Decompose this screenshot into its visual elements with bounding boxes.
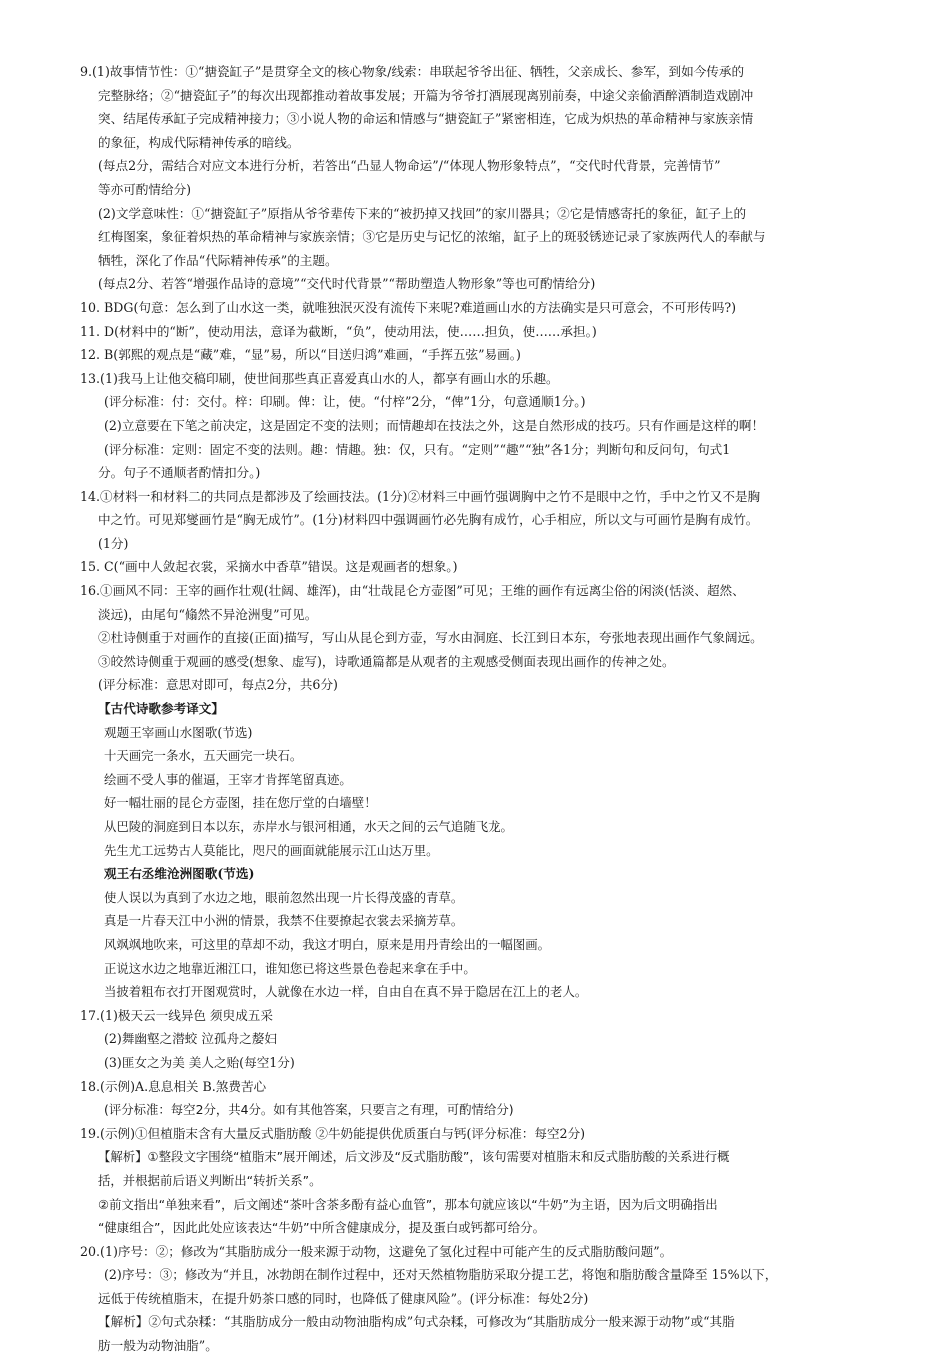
- text-line: 括，并根据前后语义判断出“转折关系”。: [98, 1172, 322, 1188]
- text-line: 观题王宰画山水图歌(节选): [104, 724, 253, 740]
- text-line: 10. BDG(句意：怎么到了山水这一类，就唯独泯灭没有流传下来呢?难道画山水的方法确实是只可意会，不可形传吗?): [80, 299, 737, 315]
- text-line: 肪一般为动物油脂”。: [98, 1338, 218, 1354]
- text-line: 【古代诗歌参考译文】: [98, 701, 224, 717]
- text-line: 20.(1)序号：②；修改为“其脂肪成分一般来源于动物，这避免了氢化过程中可能产生的反式脂肪酸问题”。: [80, 1243, 673, 1259]
- text-line: 【解析】①整段文字围绕“植脂末”展开阐述，后文涉及“反式脂肪酸”，该句需要对植脂末和反式脂肪酸的关系进行概: [98, 1149, 730, 1165]
- text-line: 正说这水边之地靠近湘江口，谁知您已将这些景色卷起来拿在手中。: [104, 960, 476, 976]
- text-line: 【解析】②句式杂糅：“其脂肪成分一般由动物油脂构成”句式杂糅，可修改为“其脂肪成分一般来源于动物”或“其脂: [98, 1314, 735, 1330]
- text-line: 的象征，构成代际精神传承的暗线。: [98, 134, 300, 150]
- text-line: 先生尤工远势古人莫能比，咫尺的画面就能展示江山达万里。: [104, 842, 439, 858]
- text-line: (评分标准：定则：固定不变的法则。趣：情趣。独：仅，只有。“定则”“趣”“独”各1分；判断句和反问句，句式1: [104, 441, 731, 457]
- text-line: (1分): [98, 535, 129, 551]
- text-line: 16.①画风不同：王宰的画作壮观(壮阔、雄浑)，由“壮哉昆仑方壶图”可见；王维的画作有远离尘俗的闲淡(恬淡、超然、: [80, 583, 745, 599]
- text-line: (2)序号：③；修改为“并且，冰勃朗在制作过程中，还对天然植物脂肪采取分提工艺，将饱和脂肪酸含量降至 15%以下，: [104, 1267, 778, 1283]
- text-line: (2)舞幽壑之潜蛟 泣孤舟之嫠妇: [104, 1031, 277, 1047]
- text-line: 11. D(材料中的“断”，使动用法，意译为截断，“负”，使动用法，使……担负，使……承担。): [80, 323, 597, 339]
- text-line: 远低于传统植脂末，在提升奶茶口感的同时，也降低了健康风险”。(评分标准：每处2分): [98, 1290, 589, 1306]
- text-line: (每点2分、若答“增强作品诗的意境”“交代时代背景”“帮助塑造人物形象”等也可酌情给分): [98, 276, 596, 292]
- text-line: 分。句子不通顺者酌情扣分。): [98, 465, 261, 481]
- text-line: (2)文学意味性：①“搪瓷缸子”原指从爷爷辈传下来的“被扔掉又找回”的家川器具；②它是情感寄托的象征，缸子上的: [98, 205, 747, 221]
- text-line: 等亦可酌情给分): [98, 181, 192, 197]
- text-line: 17.(1)极天云一线异色 须臾成五采: [80, 1007, 273, 1023]
- text-line: 从巴陵的洞庭到日本以东，赤岸水与银河相通，水天之间的云气追随飞龙。: [104, 819, 513, 834]
- text-line: 14.①材料一和材料二的共同点是都涉及了绘画技法。(1分)②材料三中画竹强调胸中之竹不是眼中之竹，手中之竹又不是胸: [80, 488, 761, 504]
- text-line: 当披着粗布衣打开图观赏时，人就像在水边一样，自由自在真不异于隐居在江上的老人。: [104, 984, 588, 1000]
- text-line: 真是一片春天江中小洲的情景，我禁不住要撩起衣裳去采摘芳草。: [104, 913, 464, 929]
- text-line: 12. B(郭熙的观点是“藏”难，“显”易，所以“目送归鸿”难画，“手挥五弦”易画。): [80, 347, 521, 363]
- text-line: 风飒飒地吹来，可这里的草却不动，我这才明白，原来是用丹青绘出的一幅图画。: [104, 936, 551, 952]
- text-line: 十天画完一条水，五天画完一块石。: [104, 748, 303, 764]
- text-line: 使人误以为真到了水边之地，眼前忽然出现一片长得茂盛的青草。: [104, 889, 464, 905]
- text-line: 9.(1)故事情节性：①“搪瓷缸子”是贯穿全文的核心物象/线索：串联起爷爷出征、牺牲，父亲成长、参军，到如今传承的: [80, 64, 745, 79]
- text-line: 好一幅壮丽的昆仑方壶图，挂在您厅堂的白墙壁！: [104, 795, 377, 811]
- text-line: 红梅图案，象征着炽热的革命精神与家族亲情；③它是历史与记忆的浓缩，缸子上的斑驳锈迹记录了家族两代人的奉献与: [98, 229, 766, 245]
- text-line: “健康组合”，因此此处应该表达“牛奶”中所含健康成分，提及蛋白或钙都可给分。: [98, 1220, 545, 1236]
- text-line: 18.(示例)A.息息相关 B.煞费苦心: [80, 1078, 267, 1094]
- text-line: ②杜诗侧重于对画作的直接(正面)描写，写山从昆仑到方壶，写水由洞庭、长江到日本东，夸张地表现出画作气象阔远。: [98, 630, 763, 646]
- text-line: 19.(示例)①但植脂末含有大量反式脂肪酸 ②牛奶能提供优质蛋白与钙(评分标准：每空2分): [80, 1125, 586, 1141]
- text-line: 绘画不受人事的催逼，王宰才肯挥笔留真迹。: [104, 771, 352, 787]
- text-line: 15. C(“画中人敛起衣裳，采摘水中香草”错误。这是观画者的想象。): [80, 559, 458, 575]
- text-line: 观王右丞维沧洲图歌(节选): [104, 866, 255, 882]
- text-line: (2)立意要在下笔之前决定，这是固定不变的法则；而情趣却在技法之外，这是自然形成的技巧。只有作画是这样的啊！: [104, 417, 765, 433]
- text-line: (评分标准：意思对即可，每点2分，共6分): [98, 677, 338, 693]
- text-line: ③皎然诗侧重于观画的感受(想象、虚写)，诗歌通篇都是从观者的主观感受侧面表现出画作的传神之处。: [98, 653, 675, 669]
- text-line: 牺牲，深化了作品“代际精神传承”的主题。: [98, 252, 338, 268]
- text-line: 13.(1)我马上让他交稿印刷，使世间那些真正喜爱真山水的人，都享有画山水的乐趣。: [80, 370, 559, 386]
- text-line: 完整脉络；②“搪瓷缸子”的每次出现都推动着故事发展；开篇为爷爷打酒展现离别前奏，中途父亲偷酒醉酒制造戏剧冲: [98, 87, 754, 103]
- text-line: (评分标准：每空2分，共4分。如有其他答案，只要言之有理，可酌情给分): [104, 1102, 514, 1118]
- text-line: (评分标准：付：交付。梓：印刷。俾：让，使。“付梓”2分，“俾”1分，句意通顺1分。): [104, 394, 586, 410]
- text-line: ②前文指出“单独来看”，后文阐述“茶叶含茶多酚有益心血管”，那本句就应该以“牛奶”为主语，因为后文明确指出: [98, 1196, 718, 1212]
- text-line: 中之竹。可见郑燮画竹是“胸无成竹”。(1分)材料四中强调画竹必先胸有成竹，心手相应，所以文与可画竹是胸有成竹。: [98, 512, 759, 528]
- text-line: (3)匪女之为美 美人之贻(每空1分): [104, 1054, 295, 1070]
- text-line: 突、结尾传承缸子完成精神接力；③小说人物的命运和情感与“搪瓷缸子”紧密相连，它成为炽热的革命精神与家族亲情: [98, 111, 754, 127]
- text-line: 淡远)，由尾句“翛然不异沧洲叟”可见。: [98, 606, 318, 622]
- text-line: (每点2分，需结合对应文本进行分析，若答出“凸显人物命运”/“体现人物形象特点”，“交代时代背景，完善情节”: [98, 158, 721, 174]
